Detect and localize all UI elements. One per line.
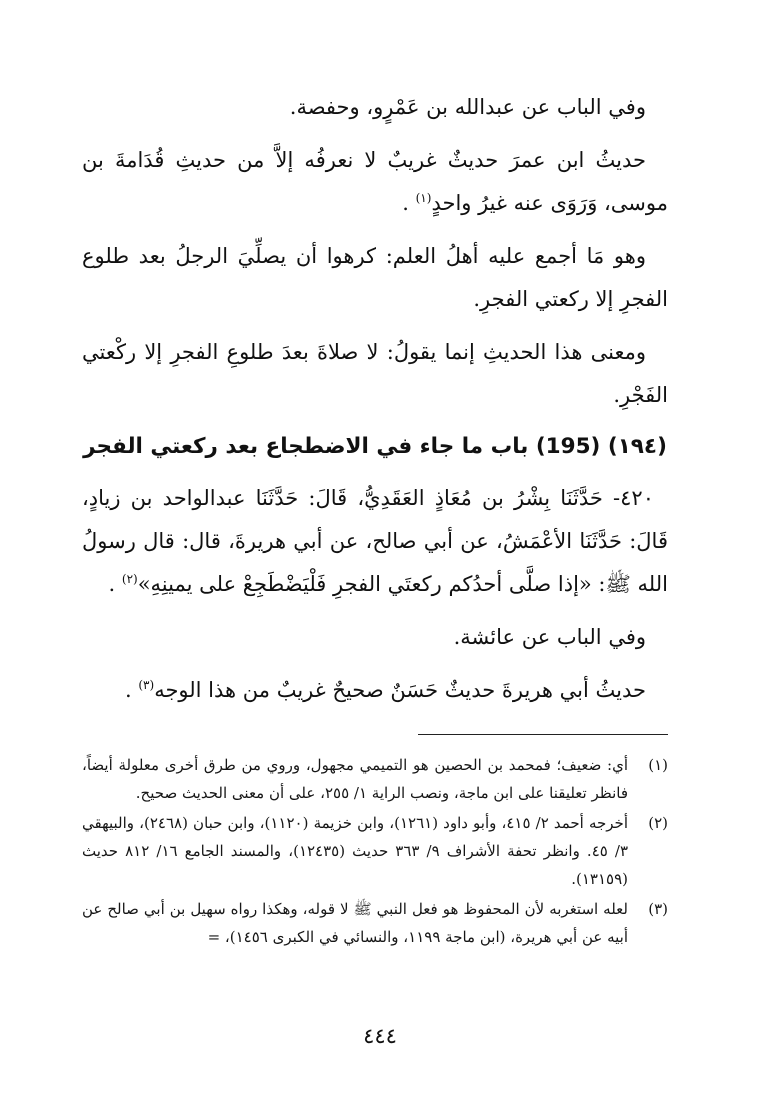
paragraph-meaning	[82, 331, 668, 417]
paragraph-text: ومعنى هذا الحديثِ إنما يقولُ: لا صلاةَ بعدَ طلوعِ الفجرِ إلا ركْعتي الفَجْرِ.	[82, 340, 668, 407]
footnote-number: (١)	[648, 756, 668, 774]
paragraph-text: وفي الباب عن عائشة.	[453, 625, 646, 649]
footnote	[82, 895, 668, 951]
paragraph-punct: .	[108, 572, 116, 596]
paragraph-text: وفي الباب عن عبدالله بن عَمْرٍو، وحفصة.	[289, 95, 646, 119]
footnote	[82, 809, 668, 893]
hadith-body: ٤٢٠- حَدَّثَنَا بِشْرُ بن مُعَاذٍ العَقَدِيُّ، قَالَ: حَدَّثَنَا عبدالواحد بن زيادٍ، قَالَ: حَدَّثَنَا الأعْمَشُ، عن أبي صالح، عن أبي هريرةَ، قال: قال رسولُ الله ﷺ: «إذا صلَّى أحدُكم ركعتَي الفجرِ فَلْيَضْطَجِعْ على يمينِهِ»	[82, 486, 668, 596]
page-number: ٤٤٤	[363, 1024, 397, 1048]
footnote	[82, 751, 668, 807]
footnote-number: (٢)	[648, 814, 668, 832]
paragraph-bab	[82, 86, 668, 129]
paragraph-grade	[82, 669, 668, 712]
footnotes	[82, 751, 668, 951]
footnote-ref-2: (٢)	[121, 572, 138, 586]
paragraph-hadith-grade	[82, 139, 668, 225]
paragraph-punct: .	[402, 191, 409, 215]
footnote-text: أي: ضعيف؛ فمحمد بن الحصين هو التميمي مجهول، وروي من طرق أخرى معلولة أيضاً، فانظر تعليقنا على ابن ماجة، ونصب الراية ١/ ٢٥٥، على أن معنى الحديث صحيح.	[82, 756, 628, 802]
main-text	[82, 86, 668, 712]
footnote-ref-3: (٣)	[138, 678, 155, 692]
paragraph-text: حديثُ أبي هريرةَ حديثٌ حَسَنٌ صحيحٌ غريبٌ من هذا الوجه	[154, 678, 646, 702]
footnote-text: أخرجه أحمد ٢/ ٤١٥، وأبو داود (١٢٦١)، وابن خزيمة (١١٢٠)، وابن حبان (٢٤٦٨)، والبيهقي ٣/ ٤٥. وانظر تحفة الأشراف ٩/ ٣٦٣ حديث (١٢٤٣٥)، والمسند الجامع ١٦/ ٨١٢ حديث (١٣١٥٩).	[82, 814, 629, 888]
footnote-text: لعله استغربه لأن المحفوظ هو فعل النبي ﷺ لا قوله، وهكذا رواه سهيل بن أبي صالح عن أبيه عن أبي هريرة، (ابن ماجة ١١٩٩، والنسائي في الكبرى ١٤٥٦)، =	[82, 900, 628, 946]
paragraph-text: حديثُ ابن عمرَ حديثٌ غريبٌ لا نعرفُه إلاَّ من حديثِ قُدَامةَ بن موسى، وَرَوَى عنه غيرُ واحدٍ	[82, 148, 668, 215]
paragraph-text: وهو مَا أجمع عليه أهلُ العلم: كرهوا أن يصلِّيَ الرجلُ بعد طلوع الفجرِ إلا ركعتي الفجرِ.	[82, 244, 668, 311]
footnote-divider	[418, 734, 668, 735]
paragraph-punct: .	[124, 678, 132, 702]
chapter-heading: (١٩٤) (195) باب ما جاء في الاضطجاع بعد ركعتي الفجر	[83, 434, 667, 459]
paragraph-ijma	[82, 235, 668, 321]
hadith-text	[82, 477, 668, 606]
footnote-number: (٣)	[648, 900, 668, 918]
paragraph-bab-aisha	[82, 616, 668, 659]
footnote-ref-1: (١)	[415, 191, 432, 205]
